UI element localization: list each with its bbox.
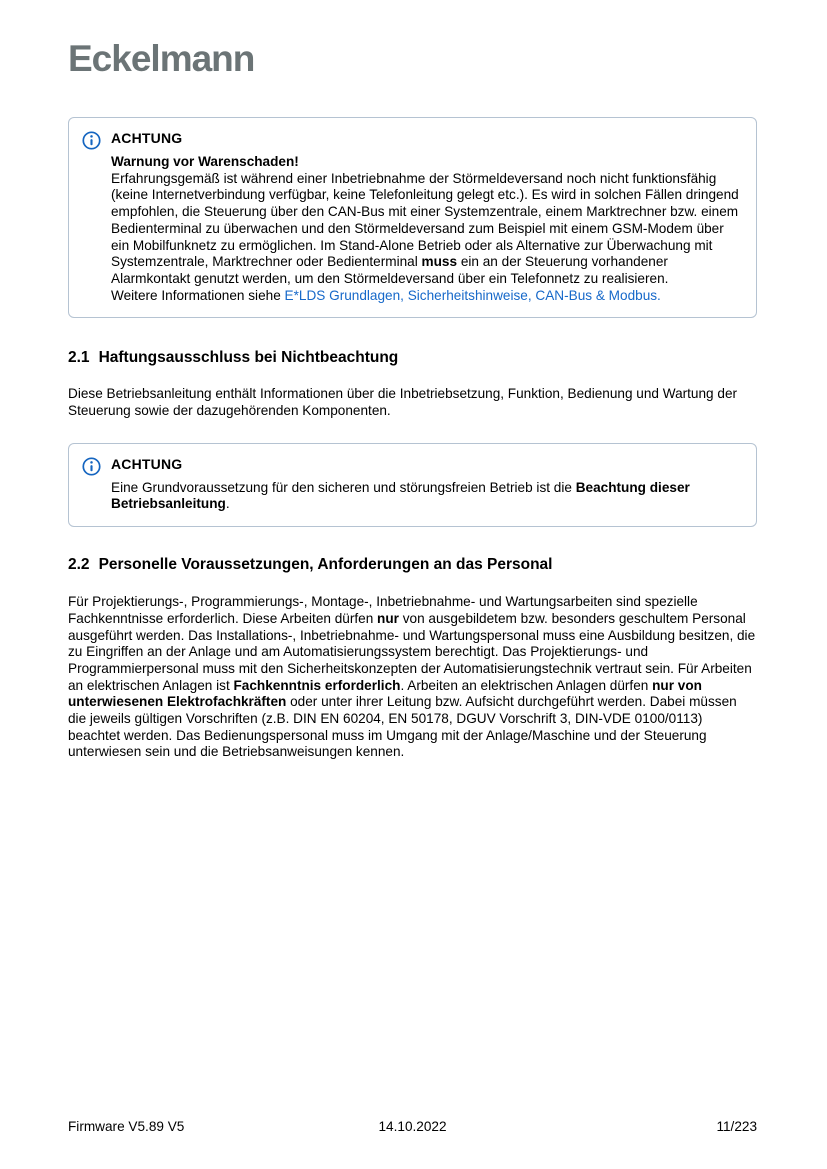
text-run: . Arbeiten an elektrischen Anlagen dürfen <box>400 677 653 693</box>
text-run: Fachkenntnis erforderlich <box>233 677 401 693</box>
section-heading-2-1 <box>68 349 757 367</box>
text-run: oder unter ihrer Leitung bzw. Aufsicht durchgeführt werden. Dabei müssen die jeweils gültigen Vorschriften (z.B. DIN EN 60204, EN 50178, DGUV Vorschrift 3, DIN-VDE 0100/0113) beachtet werden. Das Bedienungspersonal muss im Umgang mit der Anlage/Maschine und der Steuerung unterwiesen sein und die Betriebsanweisungen kennen. <box>68 694 737 760</box>
section-number: 2.2 <box>68 556 90 574</box>
notice-label: ACHTUNG <box>111 130 183 146</box>
notice-paragraph <box>111 171 742 288</box>
text-run: nur von unterwiesenen Elektrofachkräften <box>68 677 702 710</box>
footer-date: 14.10.2022 <box>378 1119 447 1134</box>
notice-heading: Warnung vor Warenschaden! <box>111 154 299 169</box>
text-run: ein an der Steuerung vorhandener Alarmkontakt genutzt werden, um den Störmeldeversand über ein Telefonnetz zu realisieren. <box>111 254 669 286</box>
section-paragraph <box>68 594 757 761</box>
section-heading-2-2 <box>68 556 757 574</box>
notice-paragraph <box>111 480 742 513</box>
notice-box-warenschaden <box>68 117 757 318</box>
text-run: Weitere Informationen siehe <box>111 287 285 303</box>
text-run: Eine Grundvoraussetzung für den sicheren und störungsfreien Betrieb ist die <box>111 479 576 495</box>
info-icon <box>82 457 101 476</box>
text-run: Für Projektierungs-, Programmierungs-, Montage-, Inbetriebnahme- und Wartungsarbeiten sind spezielle Fachkenntnisse erforderlich. Diese Arbeiten dürfen <box>68 594 698 626</box>
text-run: Erfahrungsgemäß ist während einer Inbetriebnahme der Störmeldeversand noch nicht funktionsfähig (keine Internetverbindung verfügbar, keine Telefonleitung gelegt etc.). Es wird in solchen Fällen dringend empfohlen, die Steuerung über den CAN-Bus mit einer Systemzentrale, einem Marktrechner bzw. einem Bedienterminal zu überwachen und den Störmeldeversand zum Beispiel mit einem GSM-Modem über ein Mobilfunknetz zu ermöglichen. Im Stand-Alone Betrieb oder als Alternative zur Überwachung mit Systemzentrale, Marktrechner oder Bedienterminal <box>111 170 739 270</box>
footer-firmware-version: Firmware V5.89 V5 <box>68 1119 185 1134</box>
page-footer <box>68 1119 757 1134</box>
notice-label: ACHTUNG <box>111 455 183 472</box>
inline-link[interactable]: E*LDS Grundlagen, Sicherheitshinweise, CAN-Bus & Modbus. <box>284 287 661 303</box>
eckelmann-logo: Eckelmann <box>68 38 255 79</box>
section-number: 2.1 <box>68 349 90 367</box>
text-run: . <box>225 496 230 512</box>
text-run: Diese Betriebsanleitung enthält Informationen über die Inbetriebsetzung, Funktion, Bedienung und Wartung der Steuerung sowie der dazugehörenden Komponenten. <box>68 386 738 419</box>
text-run: nur <box>377 610 399 626</box>
footer-page-number: 11/223 <box>716 1119 758 1134</box>
notice-paragraph <box>111 288 742 305</box>
text-run: von ausgebildetem bzw. besonders geschultem Personal ausgeführt werden. Das Installations-, Inbetriebnahme- und Wartungspersonal muss eine Ausbildung besitzen, die zu Eingriffen an der Anlage und am Automatisierungssystem berechtigt. Das Projektierungs- und Programmierpersonal muss mit den Sicherheitskonzepten der Automatisierungstechnik vertraut sein. Für Arbeiten an elektrischen Anlagen ist <box>68 610 756 693</box>
text-run: muss <box>421 254 458 270</box>
section-title: Haftungsausschluss bei Nichtbeachtung <box>98 349 399 367</box>
text-run: Beachtung dieser Betriebsanleitung <box>111 479 690 512</box>
section-paragraph <box>68 386 757 419</box>
notice-box-betriebsanleitung <box>68 443 757 527</box>
info-icon <box>82 131 101 150</box>
section-title: Personelle Voraussetzungen, Anforderungen an das Personal <box>98 556 553 574</box>
